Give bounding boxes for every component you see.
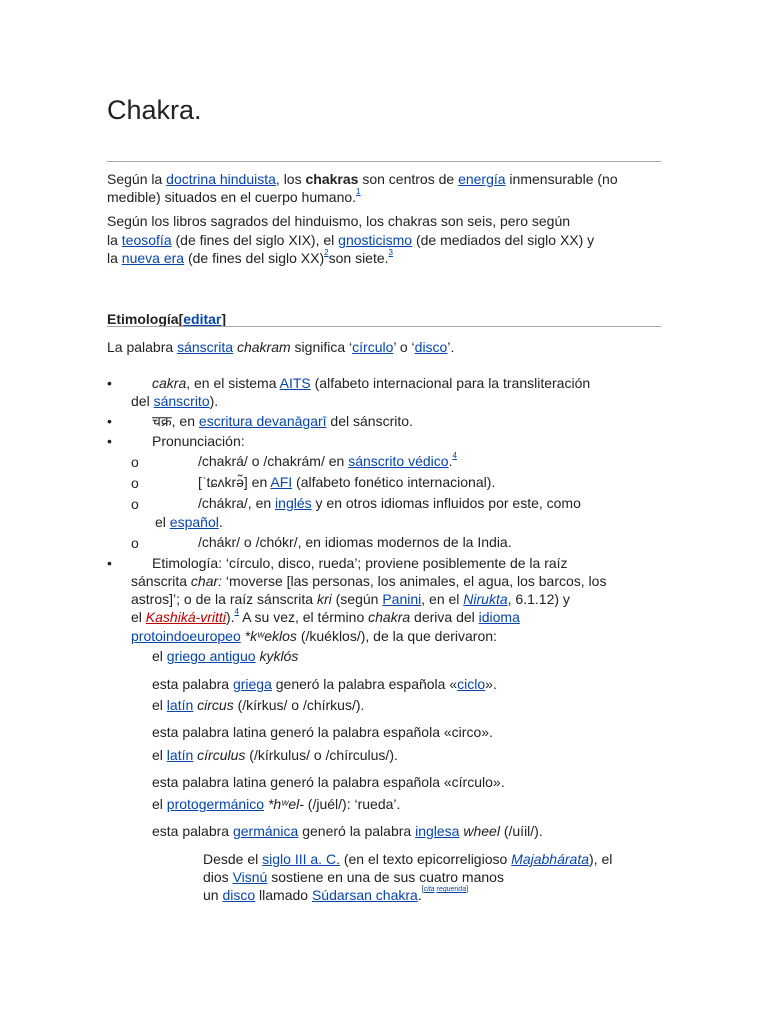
text: [ˈtɕʌkrə̃] en <box>198 474 271 490</box>
link-cita[interactable]: cita <box>423 886 435 893</box>
citation-needed <box>422 886 468 893</box>
sub-bullet-marker: o <box>131 454 139 470</box>
italic-kyklos: kyklós <box>259 648 299 664</box>
derivation-griego <box>152 647 298 665</box>
text: el <box>152 648 167 664</box>
ref-2[interactable]: 2 <box>324 248 329 257</box>
page-title: Chakra. <box>107 95 202 125</box>
text: (alfabeto internacional para la transliteración <box>310 375 591 391</box>
text: la <box>107 232 122 248</box>
title-rule <box>107 161 661 162</box>
italic-kweklos: *kʷeklos <box>244 628 297 644</box>
sub-bullet-marker: o <box>131 535 139 551</box>
text: . <box>448 453 453 469</box>
text: el <box>152 697 167 713</box>
italic-char: char: <box>190 573 223 589</box>
bracket: ] <box>466 886 469 893</box>
derivation-latin-circus <box>152 696 364 714</box>
text: (/juél/): ‘rueda’. <box>303 796 401 812</box>
text: esta palabra <box>152 676 233 692</box>
link-nirukta[interactable]: Nirukta <box>463 591 508 607</box>
intro-paragraph-1-line-2 <box>107 188 361 206</box>
text: del sánscrito. <box>326 413 413 429</box>
derivation-circulo: esta palabra latina generó la palabra española «círculo». <box>152 774 505 790</box>
heading-text: Etimología <box>107 311 179 327</box>
text: (alfabeto fonético internacional). <box>292 474 496 490</box>
text: llamado <box>255 887 312 903</box>
devanagari-text: चक्र <box>152 413 172 429</box>
link-disco[interactable]: disco <box>222 887 256 903</box>
text: , los <box>275 171 306 187</box>
derivation-latin-circulus <box>152 746 398 764</box>
text: generó la palabra española « <box>271 676 458 692</box>
text: el <box>131 609 146 625</box>
link-ingles[interactable]: inglés <box>275 495 312 511</box>
text: (según <box>331 591 383 607</box>
sub-bullet-3-line-2 <box>155 513 223 531</box>
text: . <box>417 887 422 903</box>
intro-paragraph-2-line-3 <box>107 249 393 267</box>
link-protogermanico[interactable]: protogermánico <box>166 796 265 812</box>
text: ). <box>225 609 235 625</box>
ref-4[interactable]: 4 <box>234 607 239 616</box>
text: medible) situados en el cuerpo humano. <box>107 189 357 205</box>
link-doctrina-hinduista[interactable]: doctrina hinduista <box>166 171 276 187</box>
text: , 6.1.12) y <box>507 591 570 607</box>
link-nueva-era[interactable]: nueva era <box>121 250 185 266</box>
text: dios <box>203 869 233 885</box>
text: (de fines del siglo XIX), el <box>171 232 339 248</box>
link-sanscrito-vedico[interactable]: sánscrito védico <box>348 453 449 469</box>
link-disco[interactable]: disco <box>414 339 448 355</box>
text: son siete. <box>328 250 389 266</box>
bullet-2 <box>152 412 413 430</box>
link-griega[interactable]: griega <box>232 676 272 692</box>
italic-cakra: cakra <box>152 375 187 391</box>
link-espanol[interactable]: español <box>169 514 219 530</box>
bullet-marker: • <box>107 433 112 449</box>
text: la <box>107 250 122 266</box>
text: significa ‘ <box>290 339 353 355</box>
text: generó la palabra <box>298 823 416 839</box>
text: , en el <box>421 591 464 607</box>
link-requerida[interactable]: requerida <box>436 886 467 893</box>
link-afi[interactable]: AFI <box>270 474 293 490</box>
text: /chakrá/ o /chakrám/ en <box>198 453 349 469</box>
ref-1[interactable]: 1 <box>356 187 361 196</box>
text: ’ o ‘ <box>393 339 415 355</box>
edit-link[interactable]: editar <box>183 311 222 327</box>
link-latin[interactable]: latín <box>166 697 194 713</box>
link-circulo[interactable]: círculo <box>352 339 394 355</box>
text: sánscrita <box>131 573 191 589</box>
quote-line-3 <box>203 886 468 904</box>
text: del <box>131 393 154 409</box>
derivation-ciclo <box>152 675 497 693</box>
etym-line-4 <box>131 608 520 626</box>
ref-3[interactable]: 3 <box>388 248 393 257</box>
link-inglesa[interactable]: inglesa <box>415 823 460 839</box>
bracket: [ <box>178 311 184 327</box>
italic-circus: circus <box>197 697 234 713</box>
derivation-protogermanico <box>152 795 400 813</box>
link-majabharata[interactable]: Majabhárata <box>511 851 589 867</box>
text: (en el texto epicorreligioso <box>339 851 512 867</box>
link-teosofia[interactable]: teosofía <box>121 232 172 248</box>
redlink-kashika-vritti[interactable]: Kashiká-vritti <box>145 609 226 625</box>
link-sanscrita[interactable]: sánscrita <box>177 339 234 355</box>
text: el <box>152 796 167 812</box>
text: (/uíil/). <box>499 823 543 839</box>
etym-line-3 <box>131 590 570 608</box>
italic-chakram: chakram <box>236 339 291 355</box>
section-rule <box>107 326 661 327</box>
italic-kri: kri <box>316 591 332 607</box>
link-griego-antiguo[interactable]: griego antiguo <box>166 648 256 664</box>
link-sudarsan-chakra[interactable]: Súdarsan chakra <box>311 887 418 903</box>
sub-bullet-3-line-1 <box>198 494 581 512</box>
text: , en <box>171 413 199 429</box>
text: son centros de <box>358 171 459 187</box>
text: el <box>152 747 167 763</box>
bullet-1-line-2 <box>131 392 218 410</box>
link-sanscrito[interactable]: sánscrito <box>153 393 210 409</box>
text: (/kírkulus/ o /chírculus/). <box>245 747 398 763</box>
text: ». <box>485 676 497 692</box>
etym-line-2 <box>131 572 606 590</box>
derivation-circo: esta palabra latina generó la palabra española «circo». <box>152 724 493 740</box>
text: ). <box>209 393 219 409</box>
text: ), el <box>589 851 613 867</box>
bullet-1-line-1 <box>152 374 590 392</box>
text: y en otros idiomas influidos por este, como <box>311 495 581 511</box>
bullet-marker: • <box>107 555 112 571</box>
text: (/kírkus/ o /chírkus/). <box>233 697 365 713</box>
text: (de mediados del siglo XX) y <box>412 232 595 248</box>
derivation-wheel <box>152 822 543 840</box>
intro-paragraph-2-line-2 <box>107 231 594 249</box>
ref-4[interactable]: 4 <box>452 451 457 460</box>
section-intro <box>107 338 454 356</box>
bold-chakras: chakras <box>305 171 359 187</box>
text: inmensurable (no <box>505 171 618 187</box>
link-germanica[interactable]: germánica <box>232 823 299 839</box>
link-visnu[interactable]: Visnú <box>232 869 268 885</box>
text: , en el sistema <box>186 375 280 391</box>
bracket: [ <box>421 886 424 893</box>
bullet-marker: • <box>107 375 112 391</box>
text: deriva del <box>410 609 479 625</box>
link-energia[interactable]: energía <box>458 171 506 187</box>
sub-bullet-marker: o <box>131 475 139 491</box>
text: ‘moverse [las personas, los animales, el agua, los barcos, los <box>222 573 607 589</box>
text: /chákra/, en <box>198 495 276 511</box>
link-protoindoeuropeo[interactable]: protoindoeuropeo <box>131 628 241 644</box>
link-escritura-devanagari[interactable]: escritura devanāgarī <box>198 413 327 429</box>
sub-bullet-2 <box>198 473 495 491</box>
bullet-marker: • <box>107 413 112 429</box>
text: astros]’; o de la raíz sánscrita <box>131 591 317 607</box>
sub-bullet-marker: o <box>131 496 139 512</box>
link-siglo-iii[interactable]: siglo III a. C. <box>262 851 340 867</box>
sub-bullet-1 <box>198 452 457 470</box>
text: La palabra <box>107 339 178 355</box>
intro-paragraph-1-line-1 <box>107 170 618 188</box>
link-panini[interactable]: Panini <box>382 591 422 607</box>
italic-hwel: *hʷel- <box>267 796 304 812</box>
text: el <box>155 514 170 530</box>
link-aits[interactable]: AITS <box>279 375 311 391</box>
etym-line-1: Etimología: ‘círculo, disco, rueda’; proviene posiblemente de la raíz <box>152 555 568 571</box>
italic-circulus: círculus <box>197 747 246 763</box>
text: un <box>203 887 223 903</box>
text: ’. <box>447 339 455 355</box>
quote-line-1 <box>203 850 612 868</box>
text: (/kuéklos/), de la que derivaron: <box>296 628 497 644</box>
text: Desde el <box>203 851 263 867</box>
text: sostiene en una de sus cuatro manos <box>267 869 504 885</box>
link-gnosticismo[interactable]: gnosticismo <box>338 232 413 248</box>
link-idioma-protoindoeuropeo[interactable]: idioma <box>478 609 520 625</box>
text: A su vez, el término <box>238 609 369 625</box>
text: . <box>218 514 223 530</box>
bracket: ] <box>221 311 227 327</box>
link-ciclo[interactable]: ciclo <box>457 676 486 692</box>
quote-line-2 <box>203 868 504 886</box>
text: Según la <box>107 171 167 187</box>
etym-line-5 <box>131 627 497 645</box>
link-latin[interactable]: latín <box>166 747 194 763</box>
text: (de fines del siglo XX) <box>184 250 325 266</box>
text: esta palabra <box>152 823 233 839</box>
intro-paragraph-2-line-1: Según los libros sagrados del hinduismo, los chakras son seis, pero según <box>107 213 571 229</box>
italic-chakra: chakra <box>368 609 411 625</box>
bullet-3: Pronunciación: <box>152 433 245 449</box>
sub-bullet-4: /chákr/ o /chókr/, en idiomas modernos de la India. <box>198 534 512 550</box>
italic-wheel: wheel <box>463 823 500 839</box>
